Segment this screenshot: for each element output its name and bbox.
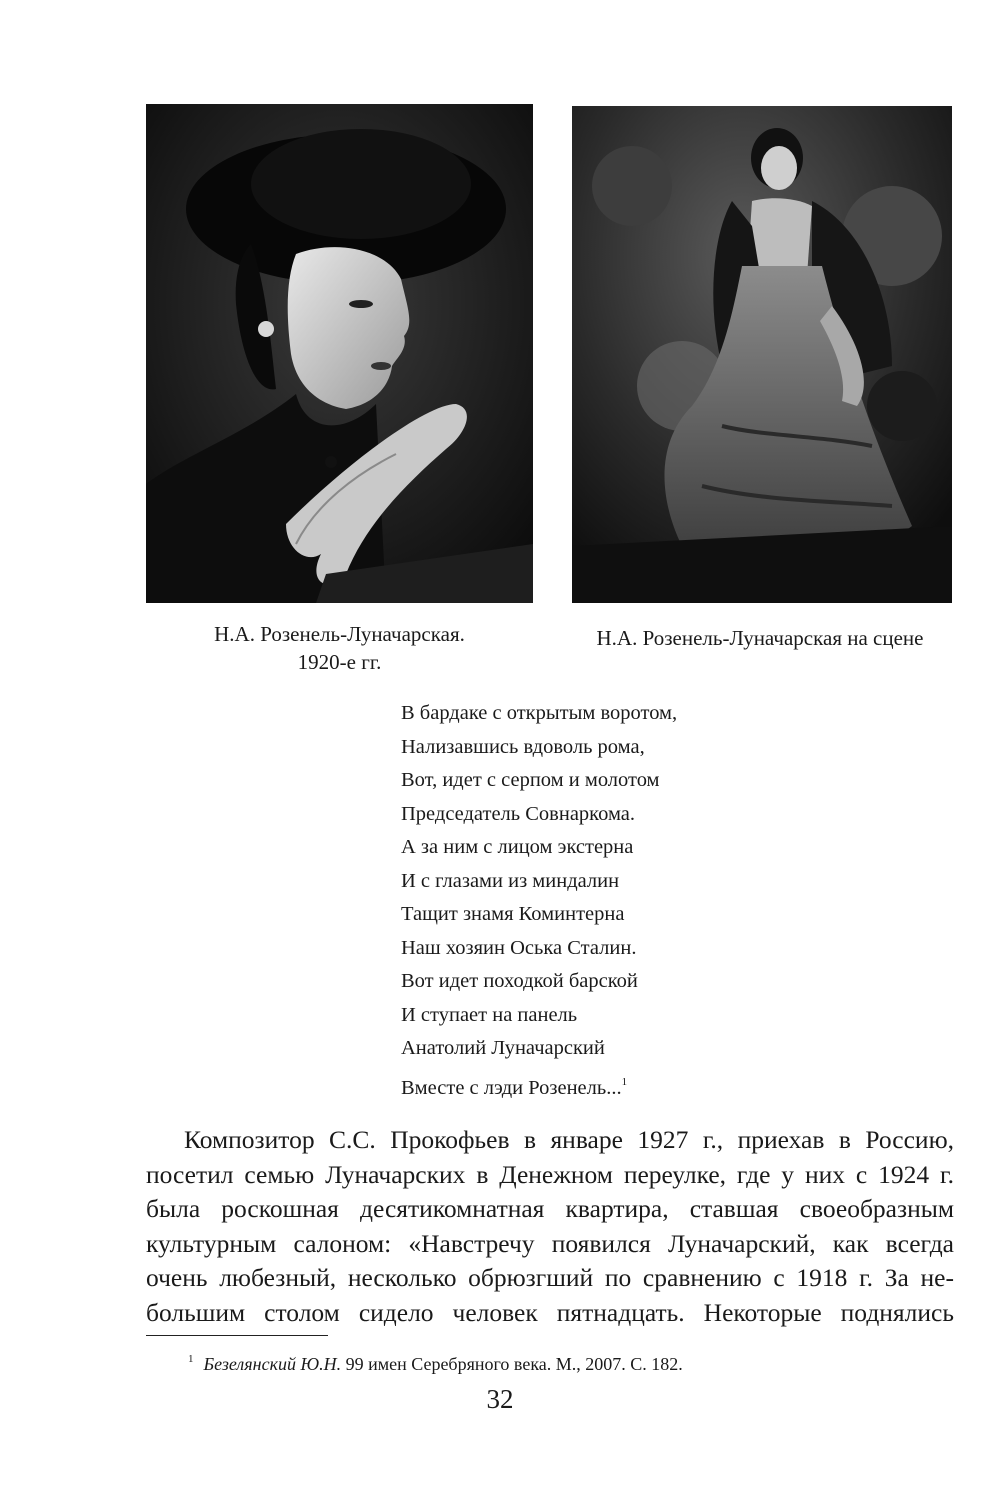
footnote-author: Безелянский Ю.Н.	[203, 1354, 342, 1374]
caption-line: Н.А. Розенель-Луначарская на сцене	[596, 626, 924, 650]
poem-line-text: Вместе с лэди Розенель...	[401, 1076, 622, 1099]
footnote-divider	[146, 1335, 328, 1336]
poem-line	[401, 1066, 677, 1106]
poem-line: А за ним с лицом экстерна	[401, 836, 634, 858]
poem-line: Председатель Совнаркома.	[401, 802, 636, 825]
page-number: 32	[486, 1384, 514, 1414]
poem-line: Нализавшись вдоволь рома,	[401, 735, 645, 758]
body-paragraph	[146, 1123, 954, 1331]
poem	[401, 697, 677, 1105]
portrait-photo	[146, 104, 533, 603]
caption-line: 1920-е гг.	[297, 650, 382, 674]
paragraph-line: большим столом сидело человек пятнадцать. Некоторые поднялись	[146, 1297, 954, 1327]
paragraph-line: очень любезный, несколько обрюзгший по сравнению с 1918 г. За не-	[146, 1263, 954, 1293]
caption-line: Н.А. Розенель-Луначарская.	[214, 622, 465, 646]
footnote	[188, 1347, 683, 1376]
paragraph-line: была роскошная десятикомнатная квартира, ставшая своеобразным	[146, 1194, 954, 1224]
footnote-reference[interactable]: 1	[621, 1075, 628, 1088]
stage-photo	[572, 106, 952, 603]
poem-line: Вот идет походкой барской	[401, 970, 638, 992]
paragraph-line: Композитор С.С. Прокофьев в январе 1927 г., приехав в Россию,	[184, 1125, 954, 1154]
footnote-text: 99 имен Серебряного века. М., 2007. С. 182.	[341, 1354, 683, 1374]
poem-line: Тащит знамя Коминтерна	[401, 903, 625, 925]
poem-line: В бардаке с открытым воротом,	[401, 702, 678, 724]
photo-caption-left	[146, 620, 533, 676]
photo-caption-right	[560, 624, 960, 652]
paragraph-line: посетил семью Луначарских в Денежном переулке, где у них с 1924 г.	[146, 1159, 954, 1189]
poem-line: Наш хозяин Оська Сталин.	[401, 936, 637, 959]
footnote-number: 1	[188, 1353, 194, 1365]
poem-line: Анатолий Луначарский	[401, 1037, 605, 1059]
paragraph-line: культурным салоном: «Навстречу появился Луначарский, как всегда	[146, 1228, 954, 1258]
poem-line: И с глазами из миндалин	[401, 869, 620, 892]
poem-line: И ступает на панель	[401, 1003, 578, 1026]
poem-line: Вот, идет с серпом и молотом	[401, 769, 660, 791]
